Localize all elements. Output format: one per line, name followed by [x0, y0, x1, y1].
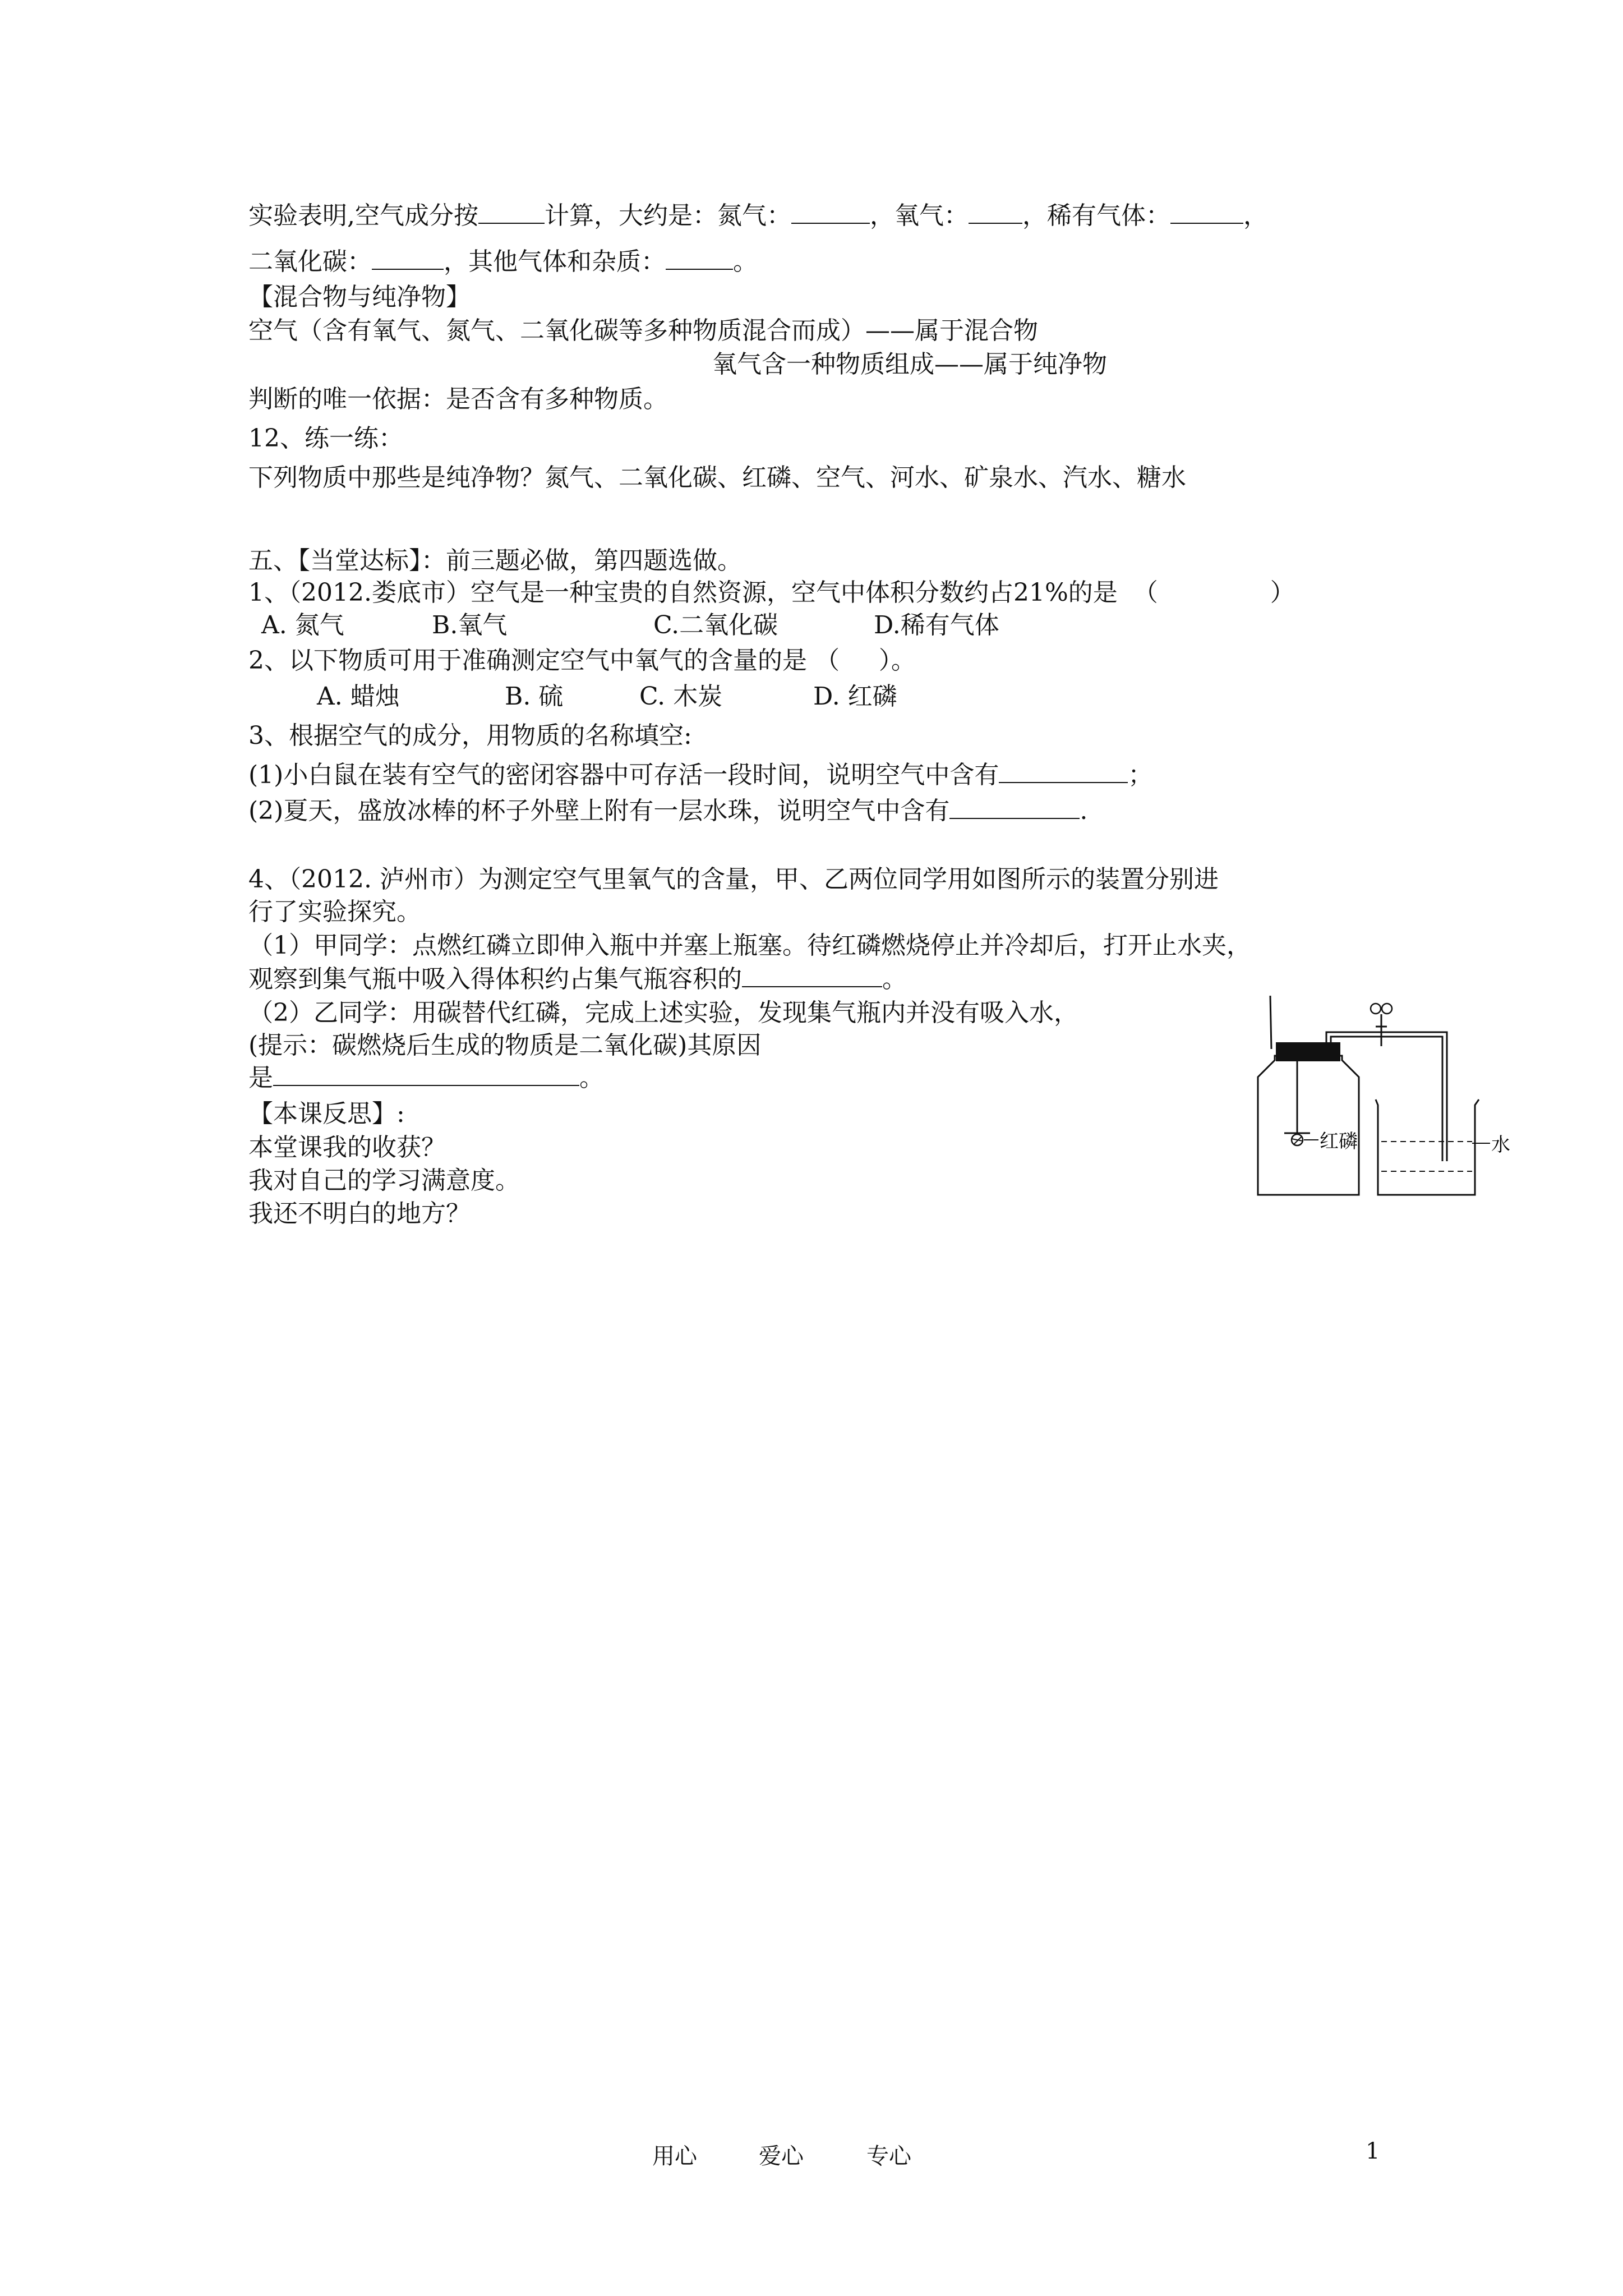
blank-other-gases[interactable] [666, 246, 733, 270]
mixture-criterion: 判断的唯一依据：是否含有多种物质。 [248, 385, 668, 413]
footer-word-2: 爱心 [759, 2143, 804, 2169]
q1-option-b[interactable]: B.氧气 [432, 611, 508, 639]
q3-sub-2: (2)夏天，盛放冰棒的杯子外壁上附有一层水珠，说明空气中含有 . [248, 797, 1088, 825]
blank-nitrogen[interactable] [791, 200, 870, 224]
reflection-heading: 【本课反思】: [248, 1099, 405, 1128]
label-red-phosphorus: 红磷 [1320, 1130, 1358, 1153]
blank-co2[interactable] [372, 246, 444, 270]
q2-option-a[interactable]: A. 蜡烛 [317, 682, 400, 711]
blank-noble-gas[interactable] [1170, 200, 1243, 224]
q2-option-d[interactable]: D. 红磷 [813, 682, 897, 711]
air-composition-line-2: 二氧化碳： ，其他气体和杂质： 。 [248, 247, 758, 276]
q4-line-1: 4、（2012. 泸州市）为测定空气里氧气的含量，甲、乙两位同学用如图所示的装置分别进 [248, 865, 1219, 894]
practice-heading: 12、练一练： [248, 424, 403, 453]
question-2: 2、以下物质可用于准确测定空气中氧气的含量的是 （ ）。 [248, 646, 916, 675]
blank-q3-1[interactable] [999, 760, 1128, 783]
mixture-line-2: 氧气含一种物质组成——属于纯净物 [712, 350, 1107, 379]
q1-option-a[interactable]: A. 氮气 [261, 611, 344, 639]
q4-line-3: （1）甲同学：点燃红磷立即伸入瓶中并塞上瓶塞。待红磷燃烧停止并冷却后，打开止水夹， [248, 931, 1251, 960]
reflection-q1: 本堂课我的收获？ [248, 1133, 446, 1162]
oxygen-measurement-apparatus [1231, 993, 1511, 1206]
footer-word-3: 专心 [866, 2143, 911, 2169]
blank-oxygen[interactable] [969, 200, 1022, 224]
reflection-q2: 我对自己的学习满意度。 [248, 1166, 520, 1195]
q4-line-6: (提示：碳燃烧后生成的物质是二氧化碳)其原因 [248, 1031, 762, 1060]
q4-line-2: 行了实验探究。 [248, 898, 421, 926]
blank-q3-2[interactable] [949, 795, 1080, 819]
reflection-q3: 我还不明白的地方？ [248, 1199, 471, 1228]
practice-question: 下列物质中那些是纯净物？氮气、二氧化碳、红磷、空气、河水、矿泉水、汽水、糖水 [248, 463, 1186, 492]
air-composition-line-1: 实验表明,空气成分按 计算，大约是：氮气： ，氧气： ，稀有气体： ， [248, 201, 1268, 230]
footer-word-1: 用心 [652, 2143, 697, 2169]
q4-line-5: （2）乙同学：用碳替代红磷，完成上述实验，发现集气瓶内并没有吸入水， [248, 999, 1078, 1027]
blank-q4-2[interactable] [273, 1062, 579, 1086]
section5-heading: 五、【当堂达标】：前三题必做，第四题选做。 [248, 546, 742, 575]
page-number: 1 [1366, 2138, 1380, 2164]
q1-option-c[interactable]: C.二氧化碳 [653, 611, 778, 639]
q4-line-4: 观察到集气瓶中吸入得体积约占集气瓶容积的 。 [248, 965, 907, 993]
mixture-heading: 【混合物与纯净物】 [248, 283, 471, 311]
water-clamp-icon [1371, 1004, 1392, 1046]
q3-sub-1: (1)小白鼠在装有空气的密闭容器中可存活一段时间，说明空气中含有 ； [248, 761, 1153, 789]
beaker [1376, 1099, 1479, 1195]
q2-option-c[interactable]: C. 木炭 [639, 682, 723, 711]
mixture-line-1: 空气（含有氧气、氮气、二氧化碳等多种物质混合而成）——属于混合物 [248, 316, 1038, 345]
q4-line-7: 是 。 [248, 1064, 604, 1092]
stopper [1276, 1042, 1340, 1061]
blank-basis[interactable] [478, 200, 545, 224]
label-water: 水 [1491, 1134, 1510, 1156]
question-1: 1、（2012.娄底市）空气是一种宝贵的自然资源，空气中体积分数约占21%的是 （ ） [248, 578, 1295, 607]
question-3: 3、根据空气的成分，用物质的名称填空: [248, 721, 692, 750]
q2-option-b[interactable]: B. 硫 [505, 682, 564, 711]
blank-q4-1[interactable] [742, 964, 882, 987]
q1-option-d[interactable]: D.稀有气体 [874, 611, 999, 639]
